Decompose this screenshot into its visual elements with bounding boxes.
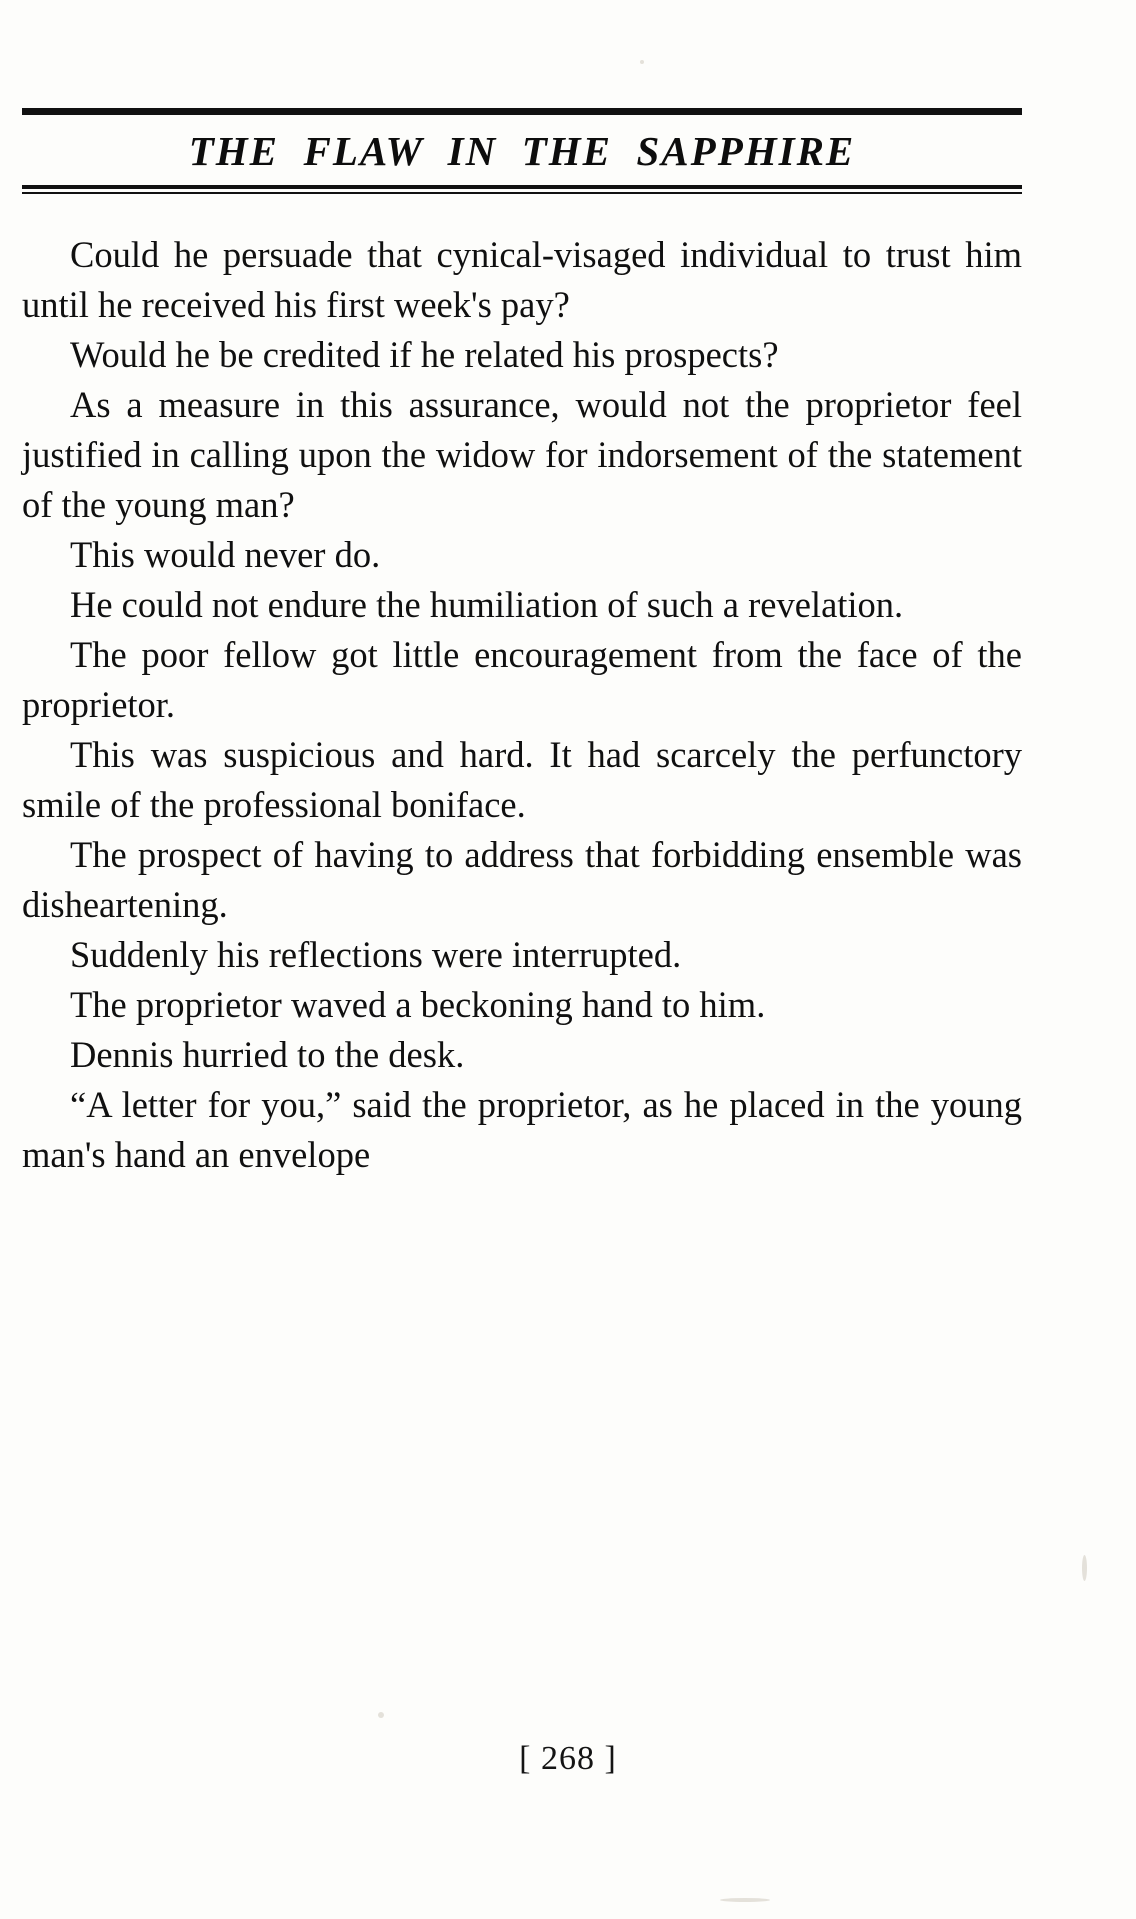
body-text [22, 230, 1022, 1180]
paper-speck [720, 1898, 770, 1902]
paragraph: Dennis hurried to the desk. [70, 1034, 465, 1075]
paper-speck [640, 60, 644, 64]
header-rule-top [22, 108, 1022, 115]
paragraph: He could not endure the humiliation of such a revelation. [70, 584, 904, 625]
paragraph: “A letter for you,” said the proprietor, as he placed in the young man's hand an envelope [22, 1084, 1022, 1175]
page-content [22, 108, 1022, 1180]
paragraph: Suddenly his reflections were interrupted. [70, 934, 682, 975]
paragraph: This would never do. [70, 534, 381, 575]
paragraph: The poor fellow got little encouragement from the face of the proprietor. [22, 634, 1022, 725]
paragraph: The prospect of having to address that forbidding ensemble was disheartening. [22, 834, 1022, 925]
paper-speck [1082, 1555, 1087, 1581]
running-head: THE FLAW IN THE SAPPHIRE [188, 128, 856, 174]
paragraph: Could he persuade that cynical-visaged individual to trust him until he received his first week's pay? [22, 234, 1022, 325]
paper-speck [378, 1712, 384, 1718]
header-rule-bottom-thick [22, 185, 1022, 189]
paragraph: Would he be credited if he related his prospects? [70, 334, 779, 375]
paragraph: The proprietor waved a beckoning hand to him. [70, 984, 766, 1025]
header-rule-bottom-thin [22, 192, 1022, 194]
paragraph: As a measure in this assurance, would not the proprietor feel justified in calling upon the widow for indorsement of the statement of the young man? [22, 384, 1022, 525]
paragraph: This was suspicious and hard. It had scarcely the perfunctory smile of the professional boniface. [22, 734, 1022, 825]
page-number: [ 268 ] [519, 1740, 617, 1777]
